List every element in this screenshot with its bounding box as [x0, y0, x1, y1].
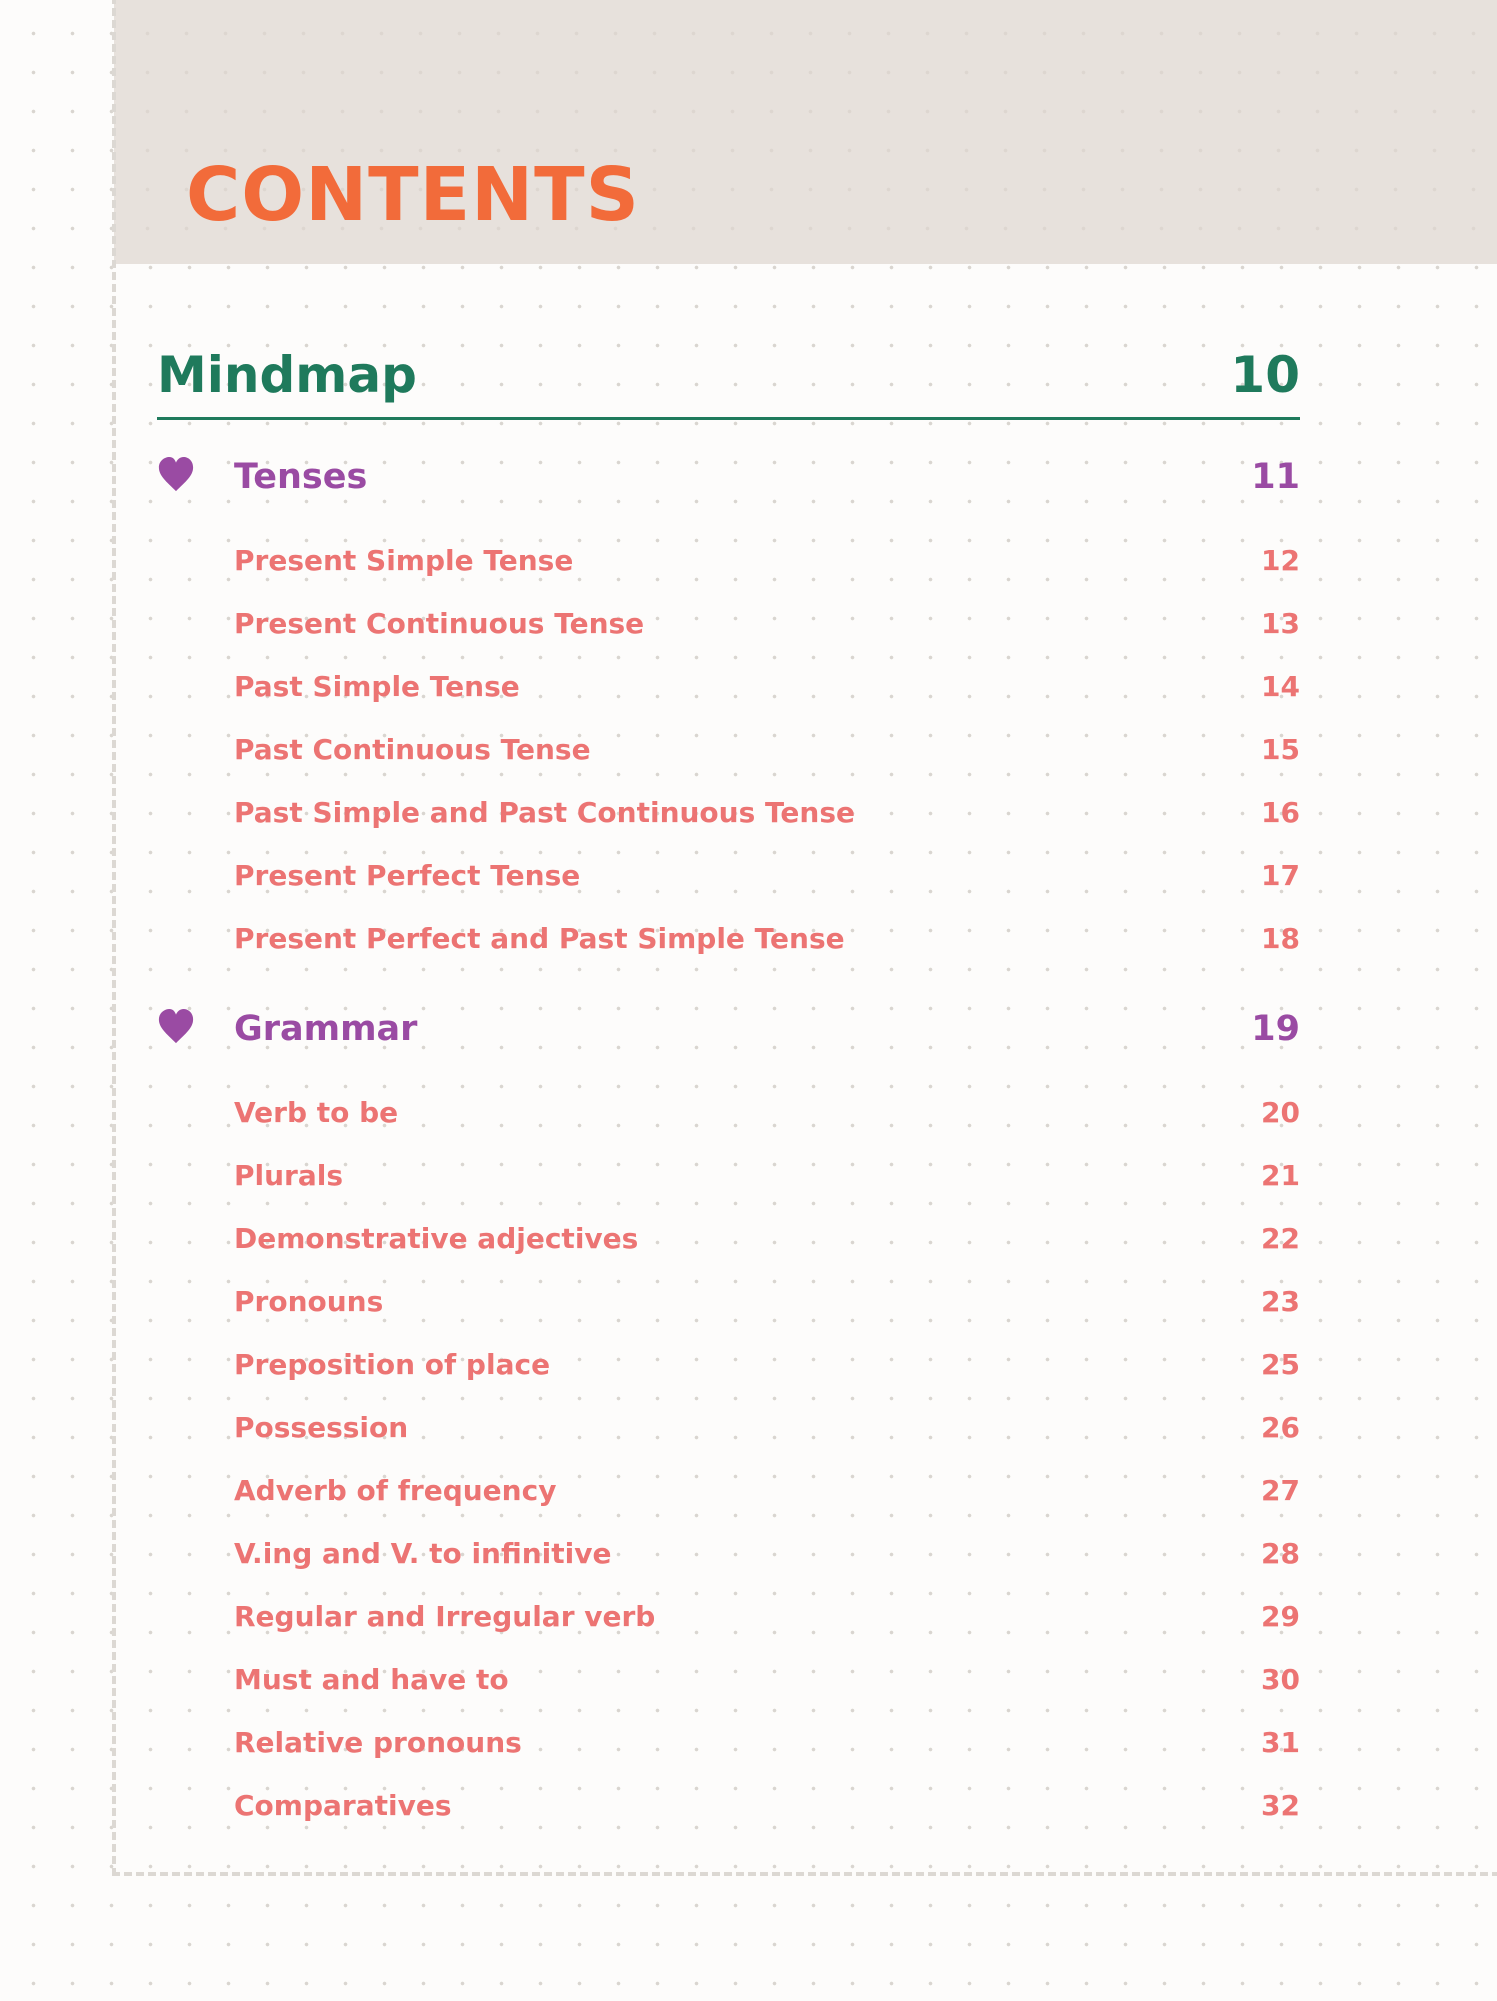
toc-entry[interactable] [234, 796, 1300, 862]
entry-page-number: 18 [1261, 922, 1300, 955]
toc-entry[interactable] [234, 1222, 1300, 1288]
toc-entry[interactable] [234, 1348, 1300, 1414]
entry-title: Regular and Irregular verb [234, 1600, 656, 1633]
toc-entry[interactable] [234, 1411, 1300, 1477]
heart-icon [157, 1008, 195, 1046]
section-title: Grammar [234, 1009, 418, 1049]
toc-entry[interactable] [234, 1663, 1300, 1729]
entry-title: V.ing and V. to infinitive [234, 1537, 612, 1570]
toc-list-tenses [234, 544, 1300, 988]
entry-title: Preposition of place [234, 1348, 551, 1381]
entry-page-number: 29 [1261, 1600, 1300, 1633]
entry-title: Present Continuous Tense [234, 607, 645, 640]
entry-page-number: 28 [1261, 1537, 1300, 1570]
toc-section-grammar[interactable] [157, 1008, 1300, 1068]
toc-entry[interactable] [234, 1600, 1300, 1666]
entry-title: Present Perfect and Past Simple Tense [234, 922, 845, 955]
entry-page-number: 17 [1261, 859, 1300, 892]
entry-page-number: 16 [1261, 796, 1300, 829]
entry-page-number: 12 [1261, 544, 1300, 577]
entry-title: Past Simple Tense [234, 670, 520, 703]
toc-entry[interactable] [234, 1789, 1300, 1855]
entry-page-number: 30 [1261, 1663, 1300, 1696]
toc-entry[interactable] [234, 1285, 1300, 1351]
toc-section-tenses[interactable] [157, 456, 1300, 516]
entry-title: Past Continuous Tense [234, 733, 591, 766]
section-title: Tenses [234, 457, 368, 497]
toc-entry[interactable] [234, 1096, 1300, 1162]
entry-page-number: 13 [1261, 607, 1300, 640]
section-page-number: 19 [1251, 1009, 1300, 1049]
entry-title: Possession [234, 1411, 409, 1444]
entry-page-number: 25 [1261, 1348, 1300, 1381]
toc-list-grammar [234, 1096, 1300, 1855]
entry-page-number: 20 [1261, 1096, 1300, 1129]
toc-entry[interactable] [234, 607, 1300, 673]
entry-title: Past Simple and Past Continuous Tense [234, 796, 855, 829]
toc-entry[interactable] [234, 1159, 1300, 1225]
toc-entry[interactable] [234, 670, 1300, 736]
heart-icon [157, 456, 195, 494]
entry-title: Adverb of frequency [234, 1474, 557, 1507]
toc-entry[interactable] [234, 859, 1300, 925]
entry-page-number: 26 [1261, 1411, 1300, 1444]
entry-page-number: 31 [1261, 1726, 1300, 1759]
mindmap-label: Mindmap [157, 346, 417, 404]
page-title: CONTENTS [186, 152, 640, 238]
entry-page-number: 32 [1261, 1789, 1300, 1822]
entry-page-number: 23 [1261, 1285, 1300, 1318]
toc-entry[interactable] [234, 922, 1300, 988]
entry-title: Must and have to [234, 1663, 509, 1696]
toc-entry-mindmap[interactable] [157, 340, 1300, 420]
entry-title: Comparatives [234, 1789, 452, 1822]
entry-title: Pronouns [234, 1285, 384, 1318]
entry-title: Verb to be [234, 1096, 399, 1129]
entry-title: Relative pronouns [234, 1726, 522, 1759]
entry-title: Present Simple Tense [234, 544, 574, 577]
toc-entry[interactable] [234, 1537, 1300, 1603]
entry-page-number: 15 [1261, 733, 1300, 766]
entry-page-number: 14 [1261, 670, 1300, 703]
section-page-number: 11 [1251, 457, 1300, 497]
mindmap-page-number: 10 [1230, 346, 1300, 404]
toc-entry[interactable] [234, 1474, 1300, 1540]
toc-entry[interactable] [234, 544, 1300, 610]
entry-page-number: 22 [1261, 1222, 1300, 1255]
entry-title: Demonstrative adjectives [234, 1222, 639, 1255]
entry-title: Plurals [234, 1159, 344, 1192]
entry-title: Present Perfect Tense [234, 859, 581, 892]
toc-entry[interactable] [234, 1726, 1300, 1792]
entry-page-number: 27 [1261, 1474, 1300, 1507]
toc-entry[interactable] [234, 733, 1300, 799]
entry-page-number: 21 [1261, 1159, 1300, 1192]
